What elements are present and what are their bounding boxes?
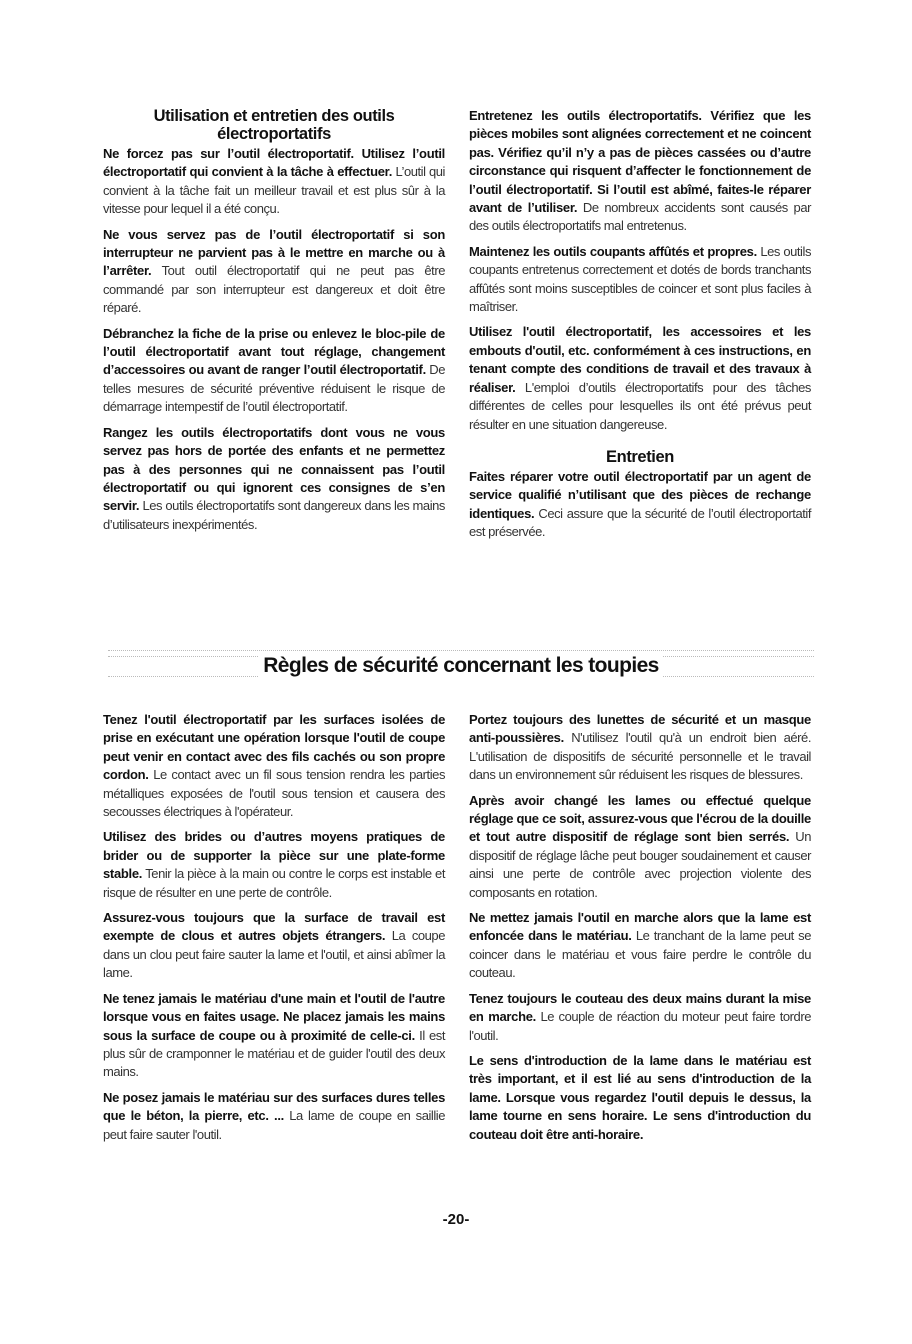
paragraph-lead: Rangez les outils électroportatifs dont vous ne vous servez pas hors de portée des enfants et ne permettez pas à des personnes qui ne connaissent pas l’outil électroportatif ou qui ignorent ces consignes de s’en servir. [103, 424, 445, 514]
paragraph-lead: Utilisez l'outil électroportatif, les accessoires et les embouts d'outil, etc. conformément à ces instructions, en tenant compte des conditions de travail et des travaux à réaliser. [469, 324, 811, 395]
section-banner [108, 644, 814, 684]
top-right-column [469, 107, 811, 549]
paragraph-lead: Le sens d'introduction de la lame dans le matériau est très important, et il est lié au sens d'introduction de la lame. Lorsque vous regardez l'outil depuis le dessus, la lame tourne en sens horaire. Le sens d'introduction du couteau doit être anti-horaire. [469, 1052, 811, 1142]
paragraph [469, 990, 811, 1045]
paragraph-body: Tenir la pièce à la main ou contre le corps est instable et risque de résulter en une perte de contrôle. [103, 866, 445, 900]
paragraph [103, 226, 445, 318]
paragraph-lead: Assurez-vous toujours que la surface de travail est exempte de clous et autres objets étrangers. [103, 910, 445, 944]
paragraph [469, 243, 811, 317]
paragraph [103, 424, 445, 534]
paragraph-lead: Entretenez les outils électroportatifs. Vérifiez que les pièces mobiles sont alignées correctement et ne coincent pas. Vérifiez qu’il n’y a pas de pièces cassées ou d’autre circonstance qui risquent d’affecter le fonctionnement de l’outil électroportatif. Si l’outil est abîmé, faites-le réparer avant de l’utiliser. [469, 108, 811, 216]
paragraph-lead: Faites réparer votre outil électroportatif par un agent de service qualifié n’utilisant que des pièces de rechange identiques. [469, 468, 811, 521]
paragraph-lead: Après avoir changé les lames ou effectué quelque réglage que ce soit, assurez-vous que l'écrou de la douille et tout autre dispositif de réglage sont bien serrés. [469, 792, 811, 845]
paragraph-body: Le tranchant de la lame peut se coincer dans le matériau et vous faire perdre le contrôle du couteau. [469, 928, 811, 981]
divider [108, 650, 814, 651]
bottom-left-column [103, 711, 445, 1151]
paragraph-body: Les outils électroportatifs sont dangereux dans les mains d’utilisateurs inexpérimentés. [103, 498, 445, 532]
paragraph-body: La lame de coupe en saillie peut faire sauter l'outil. [103, 1108, 446, 1142]
paragraph-lead: Débranchez la fiche de la prise ou enlevez le bloc-pile de l’outil électroportatif avant tout réglage, changement d’accessoires ou avant de ranger l’outil électroportatif. [103, 325, 445, 378]
bottom-right-column [469, 711, 811, 1151]
paragraph-body: De telles mesures de sécurité préventive réduisent le risque de démarrage intempestif de l’outil électroportatif. [103, 362, 445, 415]
paragraph-lead: Tenez toujours le couteau des deux mains durant la mise en marche. [469, 990, 811, 1025]
subheading-entretien: Entretien [606, 447, 674, 466]
paragraph [103, 1089, 445, 1144]
paragraph [469, 792, 811, 902]
paragraph-body: L’outil qui convient à la tâche fait un meilleur travail et est plus sûr à la vitesse pour lequel il a été conçu. [103, 164, 445, 217]
paragraph [469, 107, 811, 236]
paragraph [469, 711, 811, 785]
paragraph-body: Tout outil électroportatif qui ne peut pas être commandé par son interrupteur est dangereux et doit être réparé. [103, 263, 445, 316]
paragraph-body: De nombreux accidents sont causés par des outils électroportatifs mal entretenus. [469, 200, 811, 234]
paragraph [103, 909, 445, 983]
paragraph-lead: Portez toujours des lunettes de sécurité et un masque anti-poussières. [469, 712, 811, 746]
paragraph-body: L'emploi d’outils électroportatifs pour des tâches différentes de celles pour lesquelles ils ont été prévus peut résulter en une situation dangereuse. [469, 379, 811, 432]
paragraph-lead: Ne mettez jamais l'outil en marche alors que la lame est enfoncée dans le matériau. [469, 910, 811, 944]
paragraph-lead: Ne tenez jamais le matériau d'une main et l'outil de l'autre lorsque vous en faites usage. Ne placez jamais les mains sous la surface de coupe ou à proximité de celle-ci. [103, 990, 445, 1043]
paragraph-lead: Ne posez jamais le matériau sur des surfaces dures telles que le béton, la pierre, etc. ... [103, 1089, 445, 1124]
paragraph-body: Il est plus sûr de cramponner le matériau et de guider l'outil des deux mains. [103, 1027, 445, 1080]
paragraph [103, 828, 445, 902]
paragraph [469, 909, 811, 983]
paragraph-body: Le couple de réaction du moteur peut faire tordre l'outil. [469, 1009, 811, 1043]
paragraph-lead: Maintenez les outils coupants affûtés et propres. [469, 243, 757, 259]
paragraph-body: Un dispositif de réglage lâche peut bouger soudainement et causer ainsi une perte de contrôle avec projection violente des composants en rotation. [469, 829, 811, 900]
section-heading: Utilisation et entretien des outils électroportatifs [153, 107, 395, 143]
paragraph-body: Le contact avec un fil sous tension rendra les parties métalliques exposées de l'outil sous tension et causera des secousses électriques à l'opérateur. [103, 767, 445, 820]
paragraph [103, 711, 445, 821]
paragraph [469, 1052, 811, 1144]
paragraph-body: Ceci assure que la sécurité de l’outil électroportatif est préservée. [469, 505, 811, 540]
paragraph-body: La coupe dans un clou peut faire sauter la lame et l'outil, et ainsi abîmer la lame. [103, 928, 445, 981]
paragraph [103, 145, 445, 219]
paragraph [469, 468, 811, 542]
paragraph-body: Les outils coupants entretenus correctement et dotés de bords tranchants affûtés sont moins susceptibles de coincer et sont plus faciles à maîtriser. [469, 243, 811, 315]
paragraph-lead: Ne forcez pas sur l’outil électroportatif. Utilisez l’outil électroportatif qui convient à la tâche à effectuer. [103, 146, 445, 180]
paragraph [469, 323, 811, 433]
paragraph-lead: Tenez l'outil électroportatif par les surfaces isolées de prise en exécutant une opération lorsque l'outil de coupe peut venir en contact avec des fils cachés ou son propre cordon. [103, 712, 445, 783]
paragraph-lead: Ne vous servez pas de l’outil électroportatif si son interrupteur ne parvient pas à le mettre en marche ou à l’arrêter. [103, 226, 445, 279]
page-number: -20- [442, 1211, 470, 1228]
top-left-column [103, 107, 445, 541]
paragraph-lead: Utilisez des brides ou d’autres moyens pratiques de brider ou de supporter la pièce sur une plate-forme stable. [103, 829, 445, 882]
banner-title: Règles de sécurité concernant les toupies [259, 654, 663, 677]
paragraph-body: N'utilisez l'outil qu'à un endroit bien aéré. L'utilisation de dispositifs de sécurité personnelle et le travail dans un environnement sûr réduisent les risques de blessures. [469, 730, 811, 783]
paragraph [103, 325, 445, 417]
paragraph [103, 990, 445, 1082]
